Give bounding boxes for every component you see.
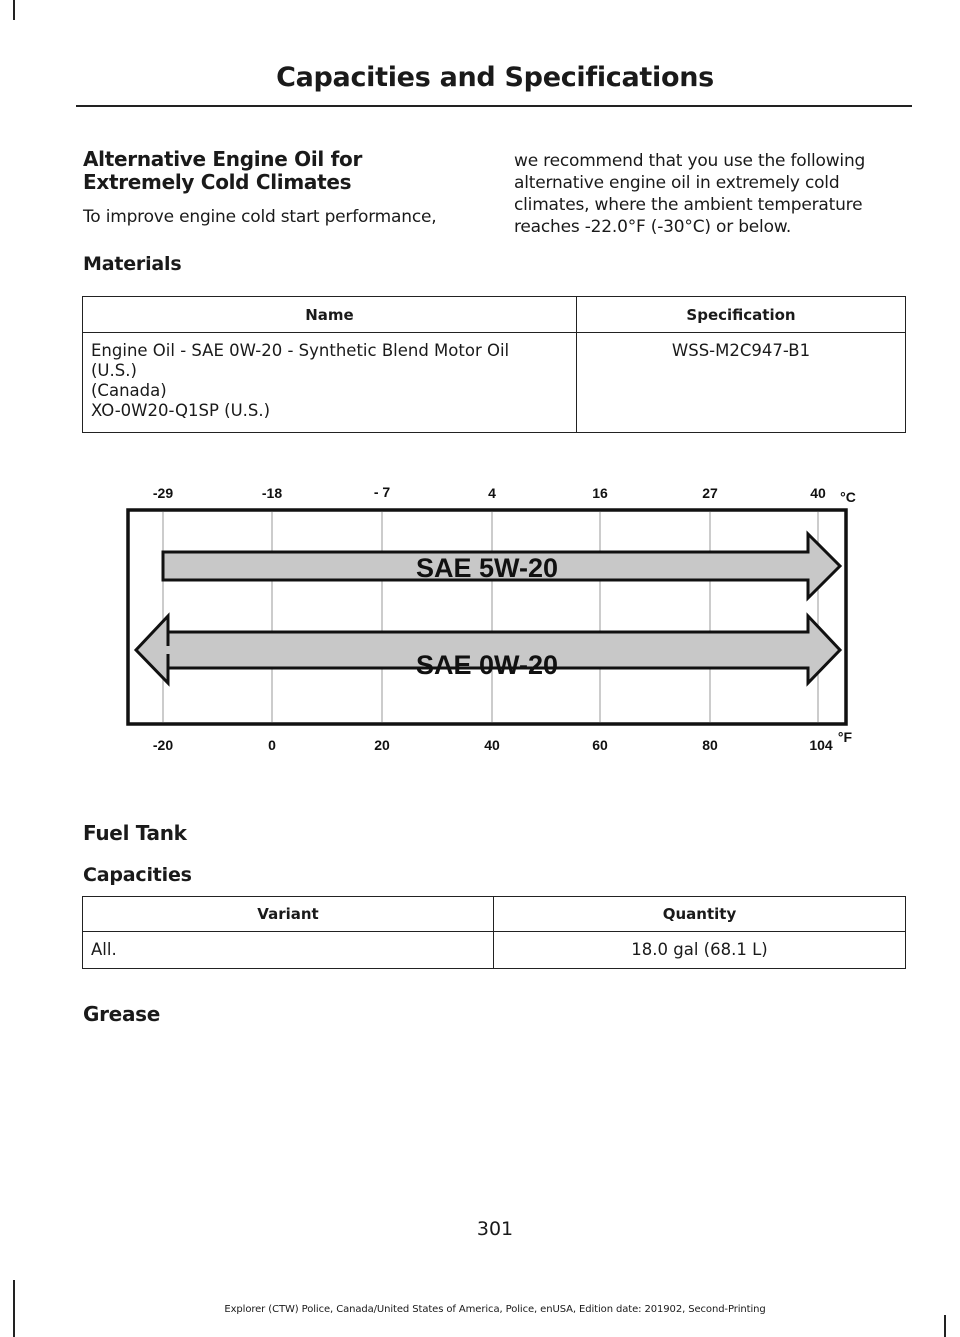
fahrenheit-tick: 40 [484,737,500,753]
grease-heading: Grease [83,1002,161,1026]
column-header-specification: Specification [577,297,906,333]
page-header-title: Capacities and Specifications [276,62,714,93]
paragraph-line: reaches -22.0°F (-30°C) or below. [514,217,792,237]
chart-frame [128,510,846,724]
section-title-line: Alternative Engine Oil for [83,147,363,171]
header-rule [76,105,912,107]
material-name-cell [83,333,577,433]
quantity-cell: 18.0 gal (68.1 L) [494,932,906,969]
material-spec-cell: WSS-M2C947-B1 [577,333,906,433]
oil-section-title [83,148,493,194]
oil-viscosity-chart [120,478,865,758]
fahrenheit-tick: 60 [592,737,608,753]
oil-intro-left: To improve engine cold start performance, [83,207,437,227]
page-footer: Explorer (CTW) Police, Canada/United States of America, Police, enUSA, Edition date: 201902, Second-Printing [224,1304,766,1315]
page-number: 301 [476,1218,514,1240]
table-row [83,333,906,433]
celsius-tick: -18 [261,485,283,501]
celsius-axis [153,484,856,505]
crop-mark [13,0,15,20]
fahrenheit-tick: 104 [809,737,833,753]
fahrenheit-tick: 20 [374,737,390,753]
celsius-tick: -29 [152,485,174,501]
celsius-tick: 4 [488,485,496,501]
celsius-unit: °C [840,489,856,505]
oil-intro-right [514,150,914,238]
series-label-5w20: SAE 5W-20 [415,553,559,583]
cell-line: Engine Oil - SAE 0W-20 - Synthetic Blend Motor Oil [91,341,510,360]
fahrenheit-tick: -20 [152,737,174,753]
cell-line: (Canada) [91,381,167,400]
column-header-quantity: Quantity [494,897,906,932]
capacities-heading: Capacities [83,864,192,886]
section-title-line: Extremely Cold Climates [83,170,352,194]
fahrenheit-tick: 0 [268,737,276,753]
cell-line: XO-0W20-Q1SP (U.S.) [91,401,271,420]
paragraph-line: alternative engine oil in extremely cold [514,173,840,193]
fahrenheit-tick: 80 [702,737,718,753]
table-row [83,932,906,969]
column-header-name: Name [83,297,577,333]
column-header-variant: Variant [83,897,494,932]
celsius-tick: - 7 [373,484,391,500]
materials-heading: Materials [83,253,182,275]
celsius-tick: 40 [810,485,826,501]
cell-line: (U.S.) [91,361,137,380]
paragraph-line: we recommend that you use the following [514,151,866,171]
capacities-table [82,896,906,969]
fahrenheit-axis [153,729,853,753]
materials-table [82,296,906,433]
paragraph-line: climates, where the ambient temperature [514,195,863,215]
fuel-tank-heading: Fuel Tank [83,821,187,845]
celsius-tick: 16 [592,485,608,501]
crop-mark [944,1315,946,1337]
fahrenheit-unit: °F [837,729,853,745]
series-label-0w20: SAE 0W-20 [415,650,559,680]
celsius-tick: 27 [702,485,718,501]
variant-cell: All. [83,932,494,969]
